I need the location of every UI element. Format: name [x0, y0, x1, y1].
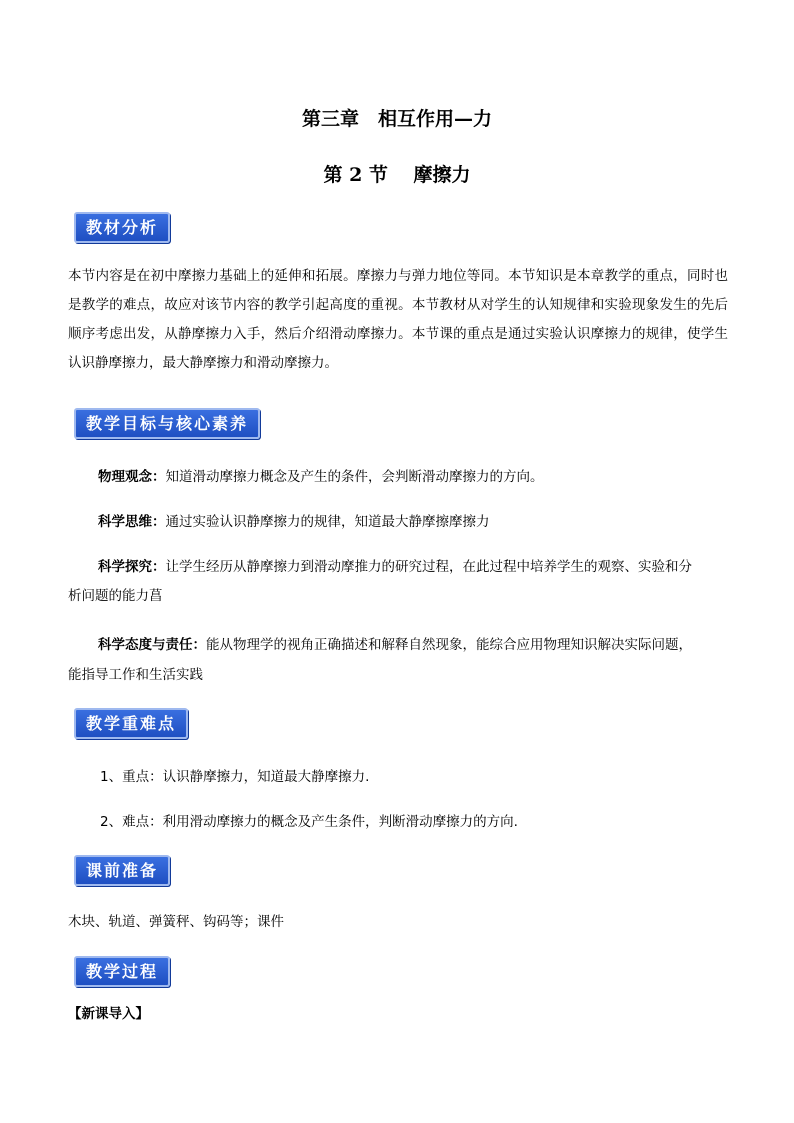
goal-physics-concept — [98, 465, 544, 485]
goal-text: 知道滑动摩擦力概念及产生的条件，会判断滑动摩擦力的方向。 — [165, 469, 544, 485]
goal-text: 让学生经历从静摩擦力到滑动摩推力的研究过程，在此过程中培养学生的观察、实验和分 — [165, 559, 692, 575]
goal-scientific-inquiry-cont: 析问题的能力菖 — [68, 588, 163, 604]
new-lesson-intro: 【新课导入】 — [68, 1006, 149, 1022]
chapter-title: 第三章 相互作用—力 — [301, 108, 492, 130]
goal-attitude-responsibility-cont: 能指导工作和生活实践 — [68, 667, 203, 683]
heading-teaching-goals: 教学目标与核心素养 — [74, 408, 260, 439]
key-point-item: 1、重点：认识静摩擦力，知道最大静摩擦力. — [100, 769, 370, 785]
goal-scientific-inquiry — [98, 555, 692, 575]
goal-label: 科学态度与责任： — [98, 637, 206, 653]
goal-label: 科学探究： — [98, 559, 166, 575]
goal-text: 能从物理学的视角正确描述和解释自然现象，能综合应用物理知识解决实际问题， — [206, 637, 692, 653]
heading-key-points: 教学重难点 — [74, 708, 188, 739]
heading-textbook-analysis: 教材分析 — [74, 212, 170, 243]
goal-text: 通过实验认识静摩擦力的规律，知道最大静摩擦摩擦力 — [165, 514, 490, 530]
analysis-paragraph: 本节内容是在初中摩擦力基础上的延伸和拓展。摩擦力与弹力地位等同。本节知识是本章教学的重点，同时也是教学的难点，故应对该节内容的教学引起高度的重视。本节教材从对学生的认知规律和实验现象发生的先后顺序考虑出发，从静摩擦力入手，然后介绍滑动摩擦力。本节课的重点是通过实验认识摩擦力的规律，使学生认识静摩擦力，最大静摩擦力和滑动摩擦力。 — [68, 268, 728, 371]
heading-teaching-process: 教学过程 — [74, 956, 170, 987]
goal-attitude-responsibility — [98, 633, 692, 653]
section-title: 第 2 节 摩擦力 — [323, 164, 471, 186]
goal-label: 科学思维： — [98, 514, 166, 530]
preparation-materials: 木块、轨道、弹簧秤、钩码等；课件 — [68, 914, 284, 930]
goal-label: 物理观念： — [98, 469, 166, 485]
heading-preparation: 课前准备 — [74, 855, 170, 886]
goal-scientific-thinking — [98, 510, 490, 530]
difficult-point-item: 2、难点：利用滑动摩擦力的概念及产生条件，判断滑动摩擦力的方向. — [100, 814, 518, 830]
